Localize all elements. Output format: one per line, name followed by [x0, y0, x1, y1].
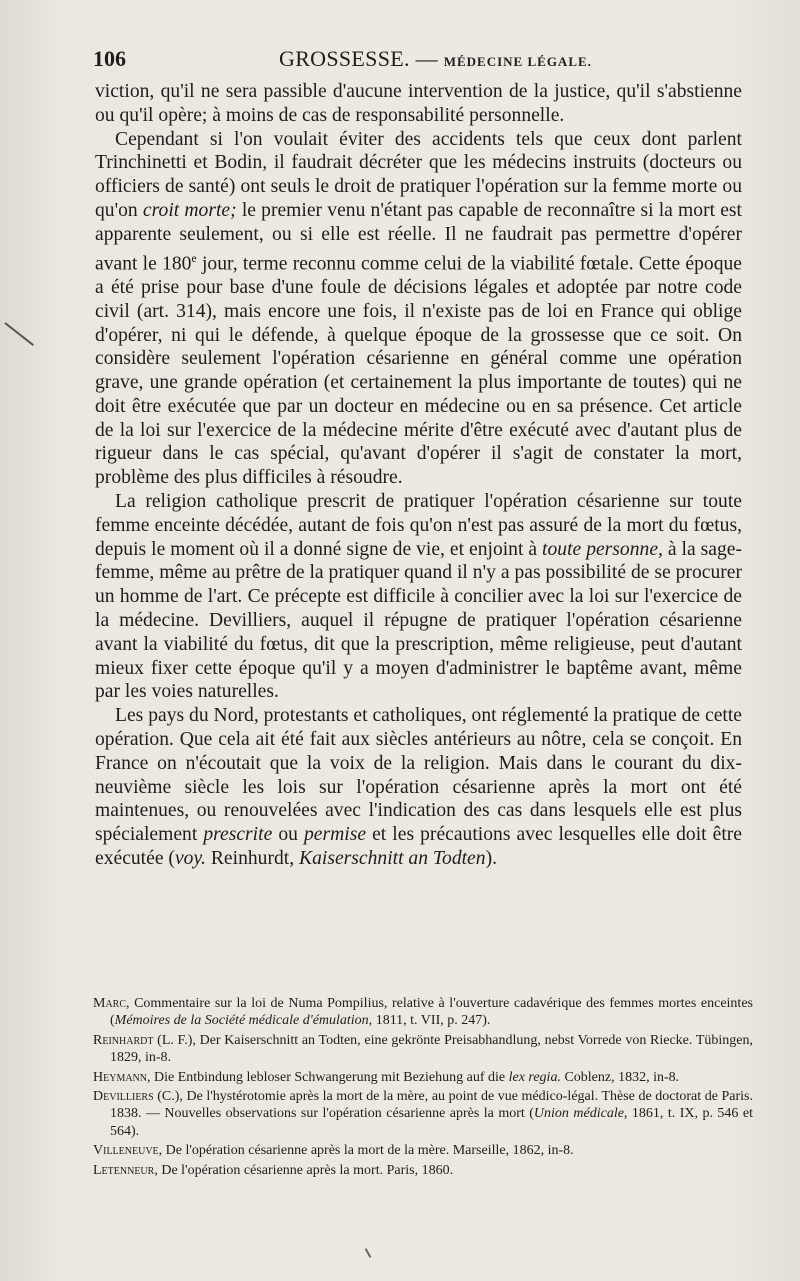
paragraph [95, 704, 742, 871]
references-list [93, 995, 753, 1181]
text-run: 1811, t. VII, p. 247). [372, 1013, 491, 1029]
text-run: viction, qu'il ne sera passible d'aucune intervention de la justice, qu'il s'abstienne ou qu'il opère; à moins de cas de responsabilité personnelle. [95, 81, 742, 126]
running-title-sub: MÉDECINE LÉGALE. [443, 54, 592, 69]
reference-entry [93, 1088, 753, 1140]
text-run: Les pays du Nord, protestants et catholiques, ont réglementé la pratique de cette opération. Que cela ait été fait aux siècles antérieurs au nôtre, cela se conçoit. En France on n'écoutait que la voix de la religion. Mais dans le courant du dix-neuvième siècle les lois sur l'opération césarienne après la mort ont été maintenues, ou renouvelées avec l'indication des cas dans lesquels elle est plus spécialement [95, 705, 742, 846]
reference-entry [93, 1142, 753, 1159]
text-run: (C.), De l'hystérotomie après la mort de la mère, au point de vue médico-légal. Thèse de doctorat de Paris. 1838. — Nouvelles observations sur l'opération césarienne après la mort ( [110, 1089, 753, 1122]
italic-text: Mémoires de la Société médicale d'émulation, [114, 1013, 373, 1029]
reference-entry [93, 1162, 753, 1179]
text-run: Reinhurdt, [205, 848, 300, 870]
running-title-separator: — [415, 46, 438, 71]
italic-text: voy. [174, 848, 206, 870]
italic-text: prescrite [203, 824, 273, 846]
text-run: (L. F.), Der Kaiserschnitt an Todten, eine gekrönte Preisabhandlung, nebst Vorrede von Riecke. Tübingen, 1829, in-8. [110, 1032, 753, 1066]
text-run: 1861, t. IX, p. 546 et 564). [110, 1106, 753, 1139]
running-title-main: GROSSESSE. [279, 46, 410, 71]
italic-text: permise [304, 824, 367, 846]
text-run: jour, terme reconnu comme celui de la viabilité fœtale. Cette époque a été prise pour base d'une foule de décisions légales et adoptée par notre code civil (art. 314), mais encore une fois, il n'existe pas de loi en France qui oblige d'opérer, ni qui le défende, à quelque époque de la grossesse que ce soit. On considère seulement l'opération césarienne en général comme une opération grave, une grande opération (et certainement la plus importante de toutes) qui ne doit être exécutée que par un docteur en médecine ou en sa présence. Cet article de la loi sur l'exercice de la médecine mérite d'être exécuté avec d'autant plus de rigueur dans le cas spécial, qu'avant d'opérer il s'agit de constater la mort, problème des plus difficiles à résoudre. [95, 253, 742, 489]
reference-author: Devilliers [93, 1089, 154, 1105]
text-run: Die Entbindung lebloser Schwangerung mit Beziehung auf die [150, 1069, 509, 1085]
text-run: ou [272, 824, 304, 846]
paragraph [95, 490, 742, 704]
text-run: La religion catholique prescrit de pratiquer l'opération césarienne sur toute femme enceinte décédée, autant de fois qu'on n'est pas assuré de la mort du fœtus, depuis le moment où il a donné signe de vie, et enjoint à [95, 491, 742, 560]
italic-text: croit morte; [142, 199, 237, 221]
main-text [95, 80, 742, 871]
text-run: De l'opération césarienne après la mort. Paris, 1860. [157, 1162, 454, 1178]
reference-author: Letenneur, [93, 1162, 158, 1178]
page-number: 106 [93, 46, 126, 71]
text-run: ). [485, 848, 497, 870]
text-run: et les précautions avec lesquelles elle doit être exécutée ( [95, 824, 743, 870]
italic-text: Kaiserschnitt an Todten [299, 848, 486, 870]
text-run: De l'opération césarienne après la mort de la mère. Marseille, 1862, in-8. [162, 1143, 574, 1159]
reference-entry [93, 995, 753, 1030]
paragraph [95, 128, 742, 490]
text-run: Coblenz, 1832, in-8. [560, 1069, 680, 1085]
text-run: le premier venu n'étant pas capable de reconnaître si la mort est apparente seulement, ou si elle est réelle. Il ne faudrait pas permettre d'opérer avant le 180 [95, 199, 743, 275]
text-run: e [191, 250, 197, 265]
text-run: à la sage-femme, même au prêtre de la pratiquer quand il n'y a pas possibilité de se procurer un homme de l'art. Ce précepte est difficile à concilier avec la loi sur l'exercice de la médecine. Devilliers, auquel il répugne de pratiquer l'opération césarienne avant la viabilité du fœtus, dit que la prescription, même religieuse, peut d'autant mieux fixer cette époque qu'il y a moyen d'administrer le baptême avant, même par les voies naturelles. [95, 538, 742, 703]
reference-author: Reinhardt [93, 1032, 154, 1048]
reference-entry [93, 1032, 753, 1067]
paragraph [95, 80, 742, 128]
page-header [93, 46, 753, 74]
scan-artifact-mark [4, 322, 34, 346]
reference-entry [93, 1069, 753, 1086]
reference-author: Marc, [93, 996, 130, 1011]
reference-author: Villeneuve, [93, 1143, 163, 1159]
running-title [279, 46, 592, 72]
text-run: Commentaire sur la loi de Numa Pompilius, relative à l'ouverture cadavérique des femmes mortes enceintes ( [110, 996, 753, 1029]
reference-author: Heymann, [93, 1069, 151, 1085]
italic-text: Union médicale, [533, 1106, 628, 1122]
italic-text: toute personne, [542, 538, 663, 560]
italic-text: lex regia. [508, 1069, 561, 1085]
scan-artifact-mark [365, 1248, 372, 1258]
text-run: Cependant si l'on voulait éviter des accidents tels que ceux dont parlent Trinchinetti et Bodin, il faudrait décréter que les médecins instruits (docteurs ou officiers de santé) ont seuls le droit de pratiquer l'opération sur la femme morte ou qu'on [95, 128, 742, 221]
